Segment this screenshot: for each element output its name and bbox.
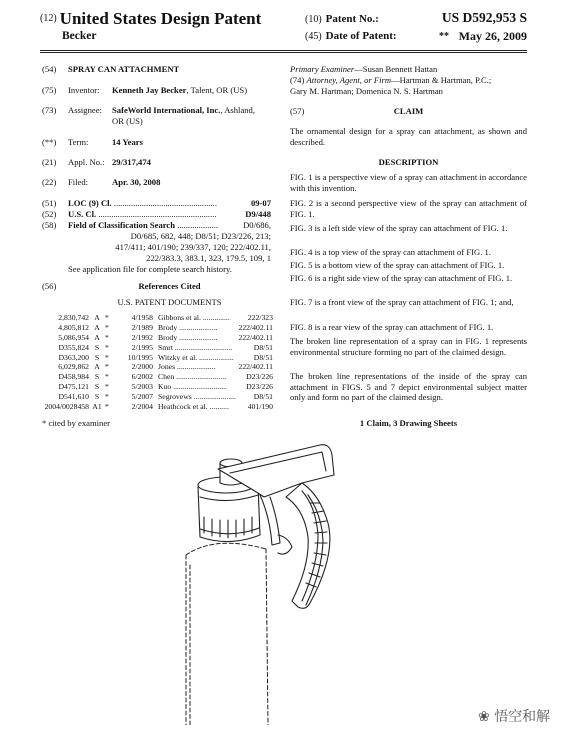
loc-value: 09-07 [244,198,271,209]
broken-line-note-1: The broken line representation of a spray can in FIG. 1 represents environmental structure forming no part of the claimed design. [290,336,527,357]
attorney-label: Attorney, Agent, or Firm [306,75,392,85]
reference-name: Smrt .............................. [158,342,233,352]
reference-name: Kuo ............................ [158,382,227,392]
claims-sheets: 1 Claim, 3 Drawing Sheets [359,418,458,428]
reference-date: 2/1989 [131,322,153,332]
header-rule-bottom [40,52,527,53]
reference-row [42,362,273,372]
term-code: (**) [42,137,57,147]
reference-kind: A [94,332,100,342]
reference-date: 2/2004 [131,402,153,412]
patent-date-line [305,30,527,42]
loc-label: LOC (9) Cl. [68,198,112,208]
fig3-text: FIG. 3 is a left side view of the spray can attachment of FIG. 1. [290,223,508,233]
reference-name: Chen .......................... [158,372,227,382]
reference-star: * [105,402,109,412]
patent-number-line [305,10,527,25]
reference-name: Gibbons et al. .............. [158,313,230,322]
reference-date: 6/2002 [131,372,153,382]
date-label: Date of Patent: [325,30,397,42]
cited-note: * cited by examiner [42,418,111,428]
code-10: (10) [305,14,322,25]
reference-num: 2,830,742 [58,313,89,322]
field-line-4: 222/383.3, 383.1, 323, 179.5, 109, 1 [146,253,271,263]
reference-cls: D23/226 [246,372,273,382]
reference-kind: A1 [92,402,102,412]
assignee-value [112,105,255,116]
inventor-label: Inventor: [68,85,100,95]
reference-date: 10/1995 [127,352,153,362]
references-table [42,313,273,412]
reference-num: 6,029,862 [58,362,89,372]
assignee-place: , Ashland, [220,105,256,115]
description-title: DESCRIPTION [378,157,439,167]
attorney-line-2: Gary M. Hartman; Domenica N. S. Hartman [290,86,443,96]
reference-star: * [105,313,109,322]
fig6-text: FIG. 6 is a right side view of the spray can attachment of FIG. 1. [290,273,513,283]
patent-number: US D592,953 S [441,10,527,25]
reference-num: 5,086,954 [58,332,89,342]
examiner-line [290,64,527,75]
claim-code: (57) [290,106,305,116]
filed-code: (22) [42,177,57,187]
attorney-code: (74) [290,75,305,85]
header-inventor-surname: Becker [62,30,97,42]
reference-star: * [105,342,109,352]
fig8-text: FIG. 8 is a rear view of the spray can attachment of FIG. 1. [290,322,494,332]
reference-row [42,382,273,392]
assignee-label: Assignee: [68,105,102,115]
field-line-3: 417/411; 401/190; 239/337, 120; 222/402.11, [115,242,271,252]
field-value-1: D0/686, [236,220,271,231]
fig5-text: FIG. 5 is a bottom view of the spray can attachment of FIG. 1. [290,260,505,270]
attorney-firm: —Hartman & Hartman, P.C.; [391,75,492,85]
wechat-icon: ❀ [478,709,490,725]
field-line-2: D0/685, 682, 448; D8/51; D23/226, 213; [130,231,271,241]
uscl-value: D9/448 [239,209,271,220]
reference-num: D475,121 [58,382,89,392]
claim-text: The ornamental design for a spray can attachment, as shown and described. [290,126,527,147]
reference-kind: S [94,382,100,392]
fig4-text: FIG. 4 is a top view of the spray can attachment of FIG. 1. [290,247,491,257]
reference-cls: D8/51 [253,352,273,362]
reference-cls: 222/402.11 [238,362,273,372]
reference-kind: A [94,362,100,372]
reference-cls: D8/51 [253,342,273,352]
reference-name: Brody .................... [158,322,218,332]
reference-star: * [105,362,109,372]
spray-can-broken-outline [186,543,268,725]
appl-label: Appl. No.: [68,157,105,167]
reference-cls: 222/402.11 [238,332,273,342]
patent-date: May 26, 2009 [458,29,527,43]
examiner-name: —Susan Bennett Hattan [354,64,438,74]
inventor-code: (75) [42,85,57,95]
filed-label: Filed: [68,177,89,187]
assignee-place-2: OR (US) [112,116,143,126]
appl-value: 29/317,474 [112,157,151,167]
assignee-code: (73) [42,105,57,115]
loc-dots: ................................................ [113,198,217,208]
fig2-text: FIG. 2 is a second perspective view of the spray can attachment of FIG. 1. [290,198,527,219]
reference-cls: 401/190 [247,402,273,412]
reference-kind: A [94,322,100,332]
reference-star: * [105,382,109,392]
reference-kind: S [94,392,100,402]
inventor-name: Kenneth Jay Becker [112,85,187,95]
reference-num: D458,984 [58,372,89,382]
inventor-value [112,85,247,96]
broken-line-note-2: The broken line representations of the inside of the spray can attachment in FIGS. 5 and 7 depict environmental subject matter only and form no part of the claimed design. [290,371,527,403]
reference-date: 5/2003 [131,382,153,392]
reference-name: Jones .................... [158,362,216,372]
title-code: (54) [42,64,57,74]
uscl-dots: ....................................................... [98,209,217,219]
reference-row [42,353,273,363]
term-value: 14 Years [112,137,143,147]
reference-date: 4/1958 [131,313,153,322]
reference-num: 2004/0028458 [44,402,89,412]
reference-star: * [105,352,109,362]
claim-title: CLAIM [393,106,424,116]
spray-can-attachment-drawing [160,425,420,725]
reference-row [42,313,273,323]
reference-star: * [105,322,109,332]
appl-code: (21) [42,157,57,167]
loc-line [68,198,271,209]
reference-kind: S [94,342,100,352]
reference-row [42,392,273,402]
field-label: Field of Classification Search [68,220,176,230]
code-12: (12) [40,13,57,24]
patent-header-title [40,9,261,29]
reference-kind: S [94,352,100,362]
examiner-label: Primary Examiner [290,64,355,74]
reference-date: 5/2007 [131,392,153,402]
loc-code: (51) [42,198,57,208]
reference-cls: D23/226 [246,382,273,392]
reference-star: * [105,392,109,402]
reference-kind: A [94,313,100,322]
term-label: Term: [68,137,89,147]
uscl-code: (52) [42,209,57,219]
inventor-place: , Talent, OR (US) [186,85,248,95]
reference-date: 2/1995 [131,342,153,352]
reference-name: Heathcock et al. .......... [158,402,229,412]
reference-date: 2/1992 [131,332,153,342]
fig1-text: FIG. 1 is a perspective view of a spray can attachment in accordance with this invention. [290,172,527,193]
patent-number-label: Patent No.: [325,13,379,25]
reference-num: 4,805,812 [58,322,89,332]
reference-cls: 222/323 [247,313,273,322]
reference-name: Witzky et al. .................. [158,352,234,362]
uscl-label: U.S. Cl. [68,209,97,219]
filed-value: Apr. 30, 2008 [112,177,161,187]
references-subtitle: U.S. PATENT DOCUMENTS [117,297,222,307]
assignee-name: SafeWorld International, Inc. [112,105,221,115]
reference-kind: S [94,372,100,382]
reference-star: * [105,372,109,382]
field-line-5: See application file for complete search history. [68,264,232,274]
reference-cls: 222/402.11 [238,322,273,332]
invention-title: SPRAY CAN ATTACHMENT [68,64,180,74]
references-title: References Cited [138,281,201,291]
header-rule-top [40,50,527,51]
reference-date: 2/2000 [131,362,153,372]
reference-cls: D8/51 [253,392,273,402]
watermark-text: 悟空和解 [494,709,551,725]
references-code: (56) [42,281,57,291]
reference-num: D541,610 [58,392,89,402]
fig7-text: FIG. 7 is a front view of the spray can attachment of FIG. 1; and, [290,297,514,307]
reference-num: D355,824 [58,342,89,352]
document-type-title: United States Design Patent [59,9,262,28]
reference-row [42,372,273,382]
reference-row [42,333,273,343]
date-stars: ** [439,31,449,42]
attorney-line-1 [290,75,527,86]
code-45: (45) [305,31,322,42]
reference-star: * [105,332,109,342]
reference-num: D363,200 [58,352,89,362]
watermark [478,706,550,726]
field-dots: ................... [177,220,219,230]
reference-row [42,343,273,353]
reference-name: Segrovews ...................... [158,392,236,402]
field-code: (58) [42,220,57,230]
reference-name: Brody .................... [158,332,218,342]
reference-row [42,323,273,333]
reference-row [42,402,273,412]
